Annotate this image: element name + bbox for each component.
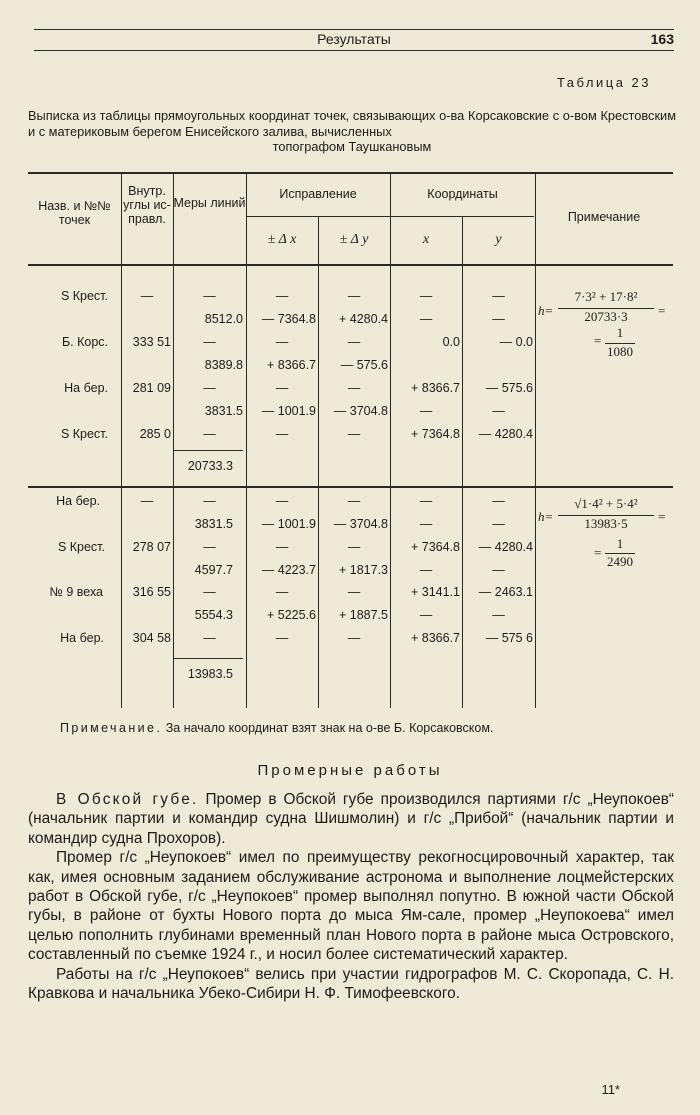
- b1-p1-angle: —: [140, 289, 154, 303]
- b2-l1-y: —: [492, 517, 505, 531]
- b1-l1-y: —: [492, 312, 505, 326]
- b2-p3-line: —: [203, 585, 216, 599]
- b2-p2-angle: 278 07: [132, 540, 171, 554]
- b2-p3-x: + 3141.1: [410, 585, 460, 599]
- b1-p4-x: + 7364.8: [410, 427, 460, 441]
- b2-p1-dx: —: [275, 494, 289, 508]
- table-label: Таблица 23: [556, 75, 651, 90]
- b1-p2-name: Б. Корс.: [61, 335, 108, 349]
- b1-p4-dx: —: [275, 427, 289, 441]
- coordinates-table: [28, 172, 673, 708]
- b2-formula-res-den: 2490: [607, 554, 633, 569]
- b2-p2-line: —: [203, 540, 216, 554]
- col-rule-7: [535, 172, 536, 708]
- b2-p1-dy: —: [347, 494, 361, 508]
- page-number: 163: [650, 31, 674, 47]
- b2-l3-dx: + 5225.6: [266, 608, 316, 622]
- b1-p2-y: — 0.0: [499, 335, 533, 349]
- b2-p4-name: На бер.: [60, 631, 104, 645]
- b1-formula-res-den: 1080: [607, 344, 633, 359]
- b1-p4-y: — 4280.4: [478, 427, 533, 441]
- signature-mark: 11*: [601, 1082, 620, 1097]
- b1-p2-x: 0.0: [442, 335, 460, 349]
- b2-p2-y: — 4280.4: [478, 540, 533, 554]
- b1-p3-name: На бер.: [64, 381, 108, 395]
- b2-p3-dx: —: [275, 585, 289, 599]
- b2-p1-angle: —: [140, 494, 154, 508]
- header-dx: ± Δ x: [267, 232, 297, 247]
- b1-l2-dy: — 575.6: [340, 358, 388, 372]
- b2-l2-dx: — 4223.7: [261, 563, 316, 577]
- b2-total: 13983.5: [187, 667, 233, 681]
- b2-p4-y: — 575 6: [485, 631, 533, 645]
- header-bottom-rule: [28, 264, 673, 266]
- header-angles: Внутр. углы ис- правл.: [123, 184, 171, 226]
- table-note-label: Примечание.: [60, 721, 163, 735]
- header-dy: ± Δ y: [339, 232, 369, 247]
- b1-l1-line: 8512.0: [204, 312, 243, 326]
- b1-formula-eq-right: =: [658, 303, 666, 318]
- b1-l3-x: —: [419, 404, 433, 418]
- b1-p2-dx: —: [275, 335, 289, 349]
- b2-formula-num: √1·4² + 5·4²: [574, 496, 638, 511]
- b1-l3-dx: — 1001.9: [261, 404, 316, 418]
- b2-l3-x: —: [419, 608, 433, 622]
- b1-p1-dx: —: [275, 289, 289, 303]
- b2-l3-dy: + 1887.5: [338, 608, 388, 622]
- b2-l2-line: 4597.7: [194, 563, 233, 577]
- section-title: Промерные работы: [257, 762, 443, 779]
- paragraph-1-text: Промер в Обской губе производился партиями г/с „Неупокоев“ (начальник партии и командир судна Шишмолин) и г/с „Прибой“ (начальник партии и командир судна Прохоров).: [28, 791, 674, 847]
- b2-p4-line: —: [203, 631, 216, 645]
- b1-formula-h: h=: [538, 303, 554, 318]
- b1-p1-y: —: [492, 289, 505, 303]
- b2-l1-line: 3831.5: [194, 517, 233, 531]
- b2-p2-dx: —: [275, 540, 289, 554]
- block1-total-rule: [173, 450, 243, 451]
- b2-p1-x: —: [419, 494, 433, 508]
- block-separator-rule: [28, 486, 673, 488]
- paragraph-1: [28, 790, 674, 848]
- b2-p3-dy: —: [347, 585, 361, 599]
- b2-formula-h: h=: [538, 509, 554, 524]
- b1-p2-line: —: [203, 335, 216, 349]
- table-top-rule: [28, 172, 673, 174]
- b2-l1-x: —: [419, 517, 433, 531]
- b1-p4-name: S Крест.: [60, 427, 108, 441]
- paragraph-1-lead: В Обской губе.: [56, 791, 199, 808]
- b1-p3-dy: —: [347, 381, 361, 395]
- b2-p3-name: № 9 веха: [49, 585, 103, 599]
- b1-l3-line: 3831.5: [204, 404, 243, 418]
- b1-formula-eq: =: [594, 333, 602, 348]
- b2-formula-res-num: 1: [616, 536, 624, 551]
- b1-l1-dx: — 7364.8: [261, 312, 316, 326]
- b2-formula-eq: =: [594, 545, 602, 560]
- b2-l2-dy: + 1817.3: [338, 563, 388, 577]
- table-note: [60, 721, 493, 735]
- b2-p4-angle: 304 58: [132, 631, 171, 645]
- header-y: y: [495, 232, 502, 247]
- b1-l1-dy: + 4280.4: [338, 312, 388, 326]
- b1-l1-x: —: [419, 312, 433, 326]
- b1-p1-dy: —: [347, 289, 361, 303]
- b1-l3-dy: — 3704.8: [333, 404, 388, 418]
- header-remark: Примечание: [567, 210, 641, 224]
- b2-l3-y: —: [492, 608, 505, 622]
- b1-p3-y: — 575.6: [485, 381, 533, 395]
- b2-p3-y: — 2463.1: [478, 585, 533, 599]
- block2-total-rule: [173, 658, 243, 659]
- b1-formula-res-num: 1: [616, 325, 624, 340]
- b1-p3-angle: 281 09: [132, 381, 171, 395]
- b2-p4-dx: —: [275, 631, 289, 645]
- b1-p2-angle: 333 51: [132, 335, 171, 349]
- header-lines: Меры линий: [173, 196, 246, 210]
- b2-l3-line: 5554.3: [194, 608, 233, 622]
- b1-p4-angle: 285 0: [139, 427, 171, 441]
- b2-p1-y: —: [492, 494, 505, 508]
- b1-formula-den: 20733·3: [584, 309, 628, 324]
- b1-p3-line: —: [203, 381, 216, 395]
- b2-formula-eq-right: =: [658, 509, 666, 524]
- b2-p1-line: —: [203, 494, 216, 508]
- b2-l2-x: —: [419, 563, 433, 577]
- b2-formula-den: 13983·5: [584, 516, 628, 531]
- b2-p2-dy: —: [347, 540, 361, 554]
- running-header: [34, 29, 674, 51]
- b1-l2-line: 8389.8: [204, 358, 243, 372]
- b1-p1-name: S Крест.: [60, 289, 108, 303]
- paragraph-2: Промер г/с „Неупокоев“ имел по преимуществу рекогносцировочный характер, так как, имея основным заданием обслуживание астронома и выполнение лоцмейстерских работ в Обской губе, г/с „Неупокоев“ промер выполнял попутно. В южной части Обской губы, в районе от бухты Нового порта до мыса Ям-сале, промер „Неупокоева“ имел целью пополнить глубинами временный план Нового порта в районе мыса Островского, составленный по съемке 1924 г., и носил более систематический характер.: [28, 849, 674, 964]
- table-caption: [28, 108, 676, 155]
- b2-p2-x: + 7364.8: [410, 540, 460, 554]
- b2-p4-dy: —: [347, 631, 361, 645]
- body-text: [28, 790, 674, 1003]
- table-caption-last-line: топографом Таушкановым: [272, 139, 432, 154]
- b2-p4-x: + 8366.7: [410, 631, 460, 645]
- b1-total: 20733.3: [187, 459, 233, 473]
- header-name: Назв. и №№ точек: [38, 199, 111, 227]
- table-note-text: За начало координат взят знак на о-ве Б. Корсаковском.: [165, 721, 494, 735]
- b2-p1-name: На бер.: [56, 494, 100, 508]
- b1-p1-line: —: [203, 289, 216, 303]
- b2-l2-y: —: [492, 563, 505, 577]
- b1-p2-dy: —: [347, 335, 361, 349]
- b2-l1-dy: — 3704.8: [333, 517, 388, 531]
- header-coords: Координаты: [427, 187, 498, 201]
- header-x: x: [422, 232, 430, 247]
- b2-l1-dx: — 1001.9: [261, 517, 316, 531]
- b2-p2-name: S Крест.: [57, 540, 105, 554]
- b1-p3-dx: —: [275, 381, 289, 395]
- header-correction: Исправление: [279, 187, 357, 201]
- running-header-title: Результаты: [317, 31, 391, 47]
- b1-p1-x: —: [419, 289, 433, 303]
- b1-l3-y: —: [492, 404, 505, 418]
- b1-l2-dx: + 8366.7: [266, 358, 316, 372]
- b1-formula-num: 7·3² + 17·8²: [574, 289, 638, 304]
- b1-p4-dy: —: [347, 427, 361, 441]
- b1-p4-line: —: [203, 427, 216, 441]
- table-caption-text: Выписка из таблицы прямоугольных координат точек, связывающих о-ва Корсаковские с о-вом Крестовским и с материковым берегом Енисейского залива, вычисленных: [28, 108, 676, 139]
- b1-p3-x: + 8366.7: [410, 381, 460, 395]
- b2-p3-angle: 316 55: [132, 585, 171, 599]
- paragraph-3: Работы на г/с „Неупокоев“ велись при участии гидрографов М. С. Скоропада, С. Н. Кравкова и начальника Убеко-Сибири Н. Ф. Тимофеевского.: [28, 965, 674, 1003]
